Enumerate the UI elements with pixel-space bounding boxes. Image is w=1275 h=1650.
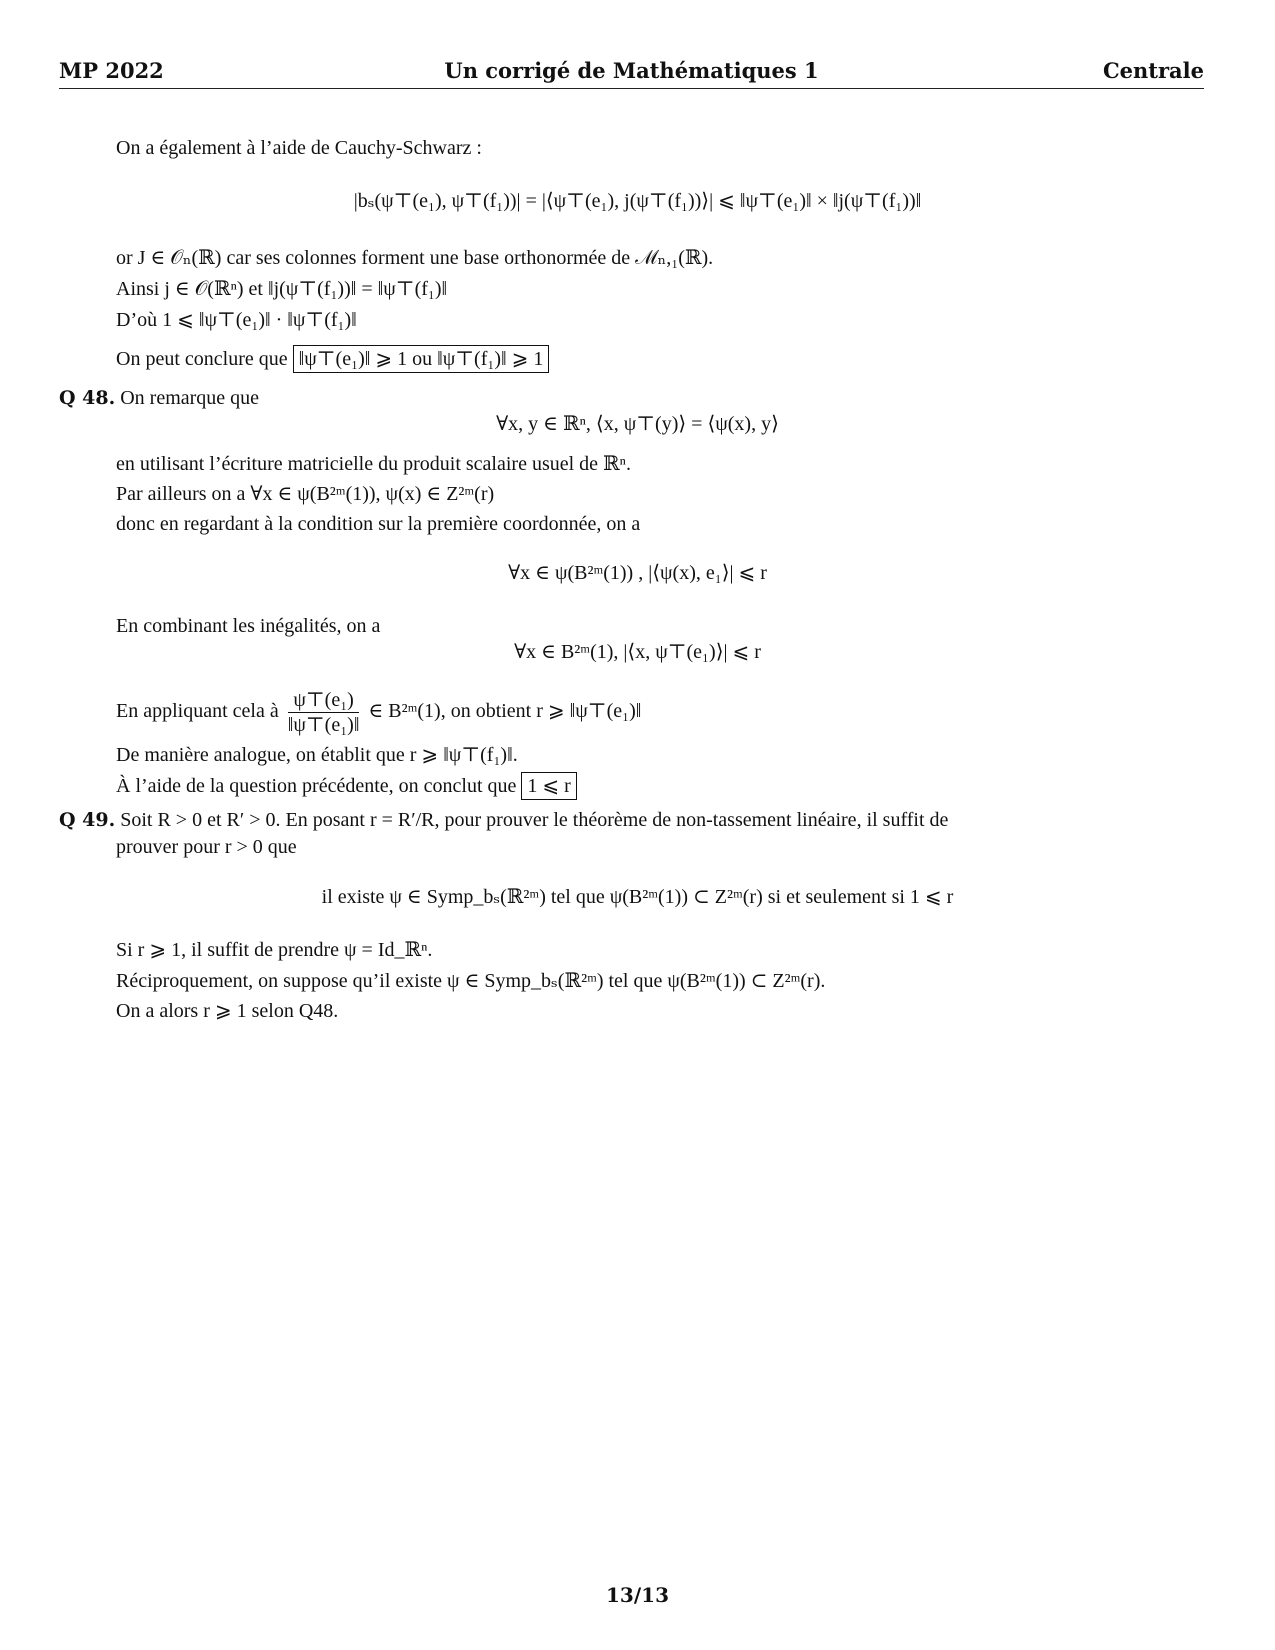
text-line: En combinant les inégalités, on a <box>116 615 381 637</box>
page-header <box>59 58 1204 89</box>
equation-cauchy-schwarz: |bₛ(ψ⊤(e₁), ψ⊤(f₁))| = |⟨ψ⊤(e₁), j(ψ⊤(f₁))⟩| ⩽ ‖ψ⊤(e₁)‖ × ‖j(ψ⊤(f₁))‖ <box>353 190 922 212</box>
conclusion-line <box>116 773 577 799</box>
text-line: On a également à l’aide de Cauchy-Schwarz : <box>116 137 482 159</box>
question-48 <box>59 385 259 411</box>
conclusion-line <box>116 346 549 372</box>
question-label: Q 49. <box>59 809 116 831</box>
text-line: en utilisant l’écriture matricielle du produit scalaire usuel de ℝⁿ. <box>116 453 631 475</box>
application-result: ∈ B²ᵐ(1), on obtient r ⩾ ‖ψ⊤(e₁)‖ <box>368 700 642 723</box>
equation-equivalence: il existe ψ ∈ Symp_bₛ(ℝ²ᵐ) tel que ψ(B²ᵐ(1)) ⊂ Z²ᵐ(r) si et seulement si 1 ⩽ r <box>321 886 954 908</box>
question-49 <box>59 807 948 833</box>
conclusion-text: À l’aide de la question précédente, on conclut que <box>116 775 517 797</box>
boxed-result: ‖ψ⊤(e₁)‖ ⩾ 1 ou ‖ψ⊤(f₁)‖ ⩾ 1 <box>293 345 550 373</box>
equation-first-coordinate: ∀x ∈ ψ(B²ᵐ(1)) , |⟨ψ(x), e₁⟩| ⩽ r <box>508 562 767 584</box>
header-left: MP 2022 <box>59 58 164 83</box>
text-line: Réciproquement, on suppose qu’il existe ψ ∈ Symp_bₛ(ℝ²ᵐ) tel que ψ(B²ᵐ(1)) ⊂ Z²ᵐ(r). <box>116 970 826 992</box>
question-label: Q 48. <box>59 387 116 409</box>
text-line: On a alors r ⩾ 1 selon Q48. <box>116 1000 339 1022</box>
page-number: 13/13 <box>606 1583 669 1607</box>
equation-combined: ∀x ∈ B²ᵐ(1), |⟨x, ψ⊤(e₁)⟩| ⩽ r <box>514 641 761 663</box>
text-line: Ainsi j ∈ 𝒪(ℝⁿ) et ‖j(ψ⊤(f₁))‖ = ‖ψ⊤(f₁)‖ <box>116 278 448 300</box>
header-title: Un corrigé de Mathématiques 1 <box>444 58 819 83</box>
boxed-result: 1 ⩽ r <box>521 772 576 800</box>
fraction-denominator: ‖ψ⊤(e₁)‖ <box>287 714 360 736</box>
fraction-numerator: ψ⊤(e₁) <box>288 688 360 713</box>
application-line <box>116 688 641 737</box>
text-line: De manière analogue, on établit que r ⩾ ‖ψ⊤(f₁)‖. <box>116 744 518 766</box>
text-line: prouver pour r > 0 que <box>116 836 297 858</box>
text-line: Par ailleurs on a ∀x ∈ ψ(B²ᵐ(1)), ψ(x) ∈ Z²ᵐ(r) <box>116 483 495 505</box>
question-text: On remarque que <box>120 387 260 409</box>
text-line: Si r ⩾ 1, il suffit de prendre ψ = Id_ℝⁿ. <box>116 939 433 961</box>
text-line: donc en regardant à la condition sur la première coordonnée, on a <box>116 513 641 535</box>
fraction <box>288 688 360 737</box>
header-right: Centrale <box>1102 58 1204 83</box>
equation-adjoint: ∀x, y ∈ ℝⁿ, ⟨x, ψ⊤(y)⟩ = ⟨ψ(x), y⟩ <box>496 413 779 435</box>
text-line: D’où 1 ⩽ ‖ψ⊤(e₁)‖ · ‖ψ⊤(f₁)‖ <box>116 309 357 331</box>
application-text: En appliquant cela à <box>116 700 279 723</box>
text-line: or J ∈ 𝒪ₙ(ℝ) car ses colonnes forment une base orthonormée de ℳₙ,₁(ℝ). <box>116 247 714 269</box>
question-text: Soit R > 0 et R′ > 0. En posant r = R′/R, pour prouver le théorème de non-tassement linéaire, il suffit de <box>120 809 949 831</box>
conclusion-text: On peut conclure que <box>116 348 288 370</box>
